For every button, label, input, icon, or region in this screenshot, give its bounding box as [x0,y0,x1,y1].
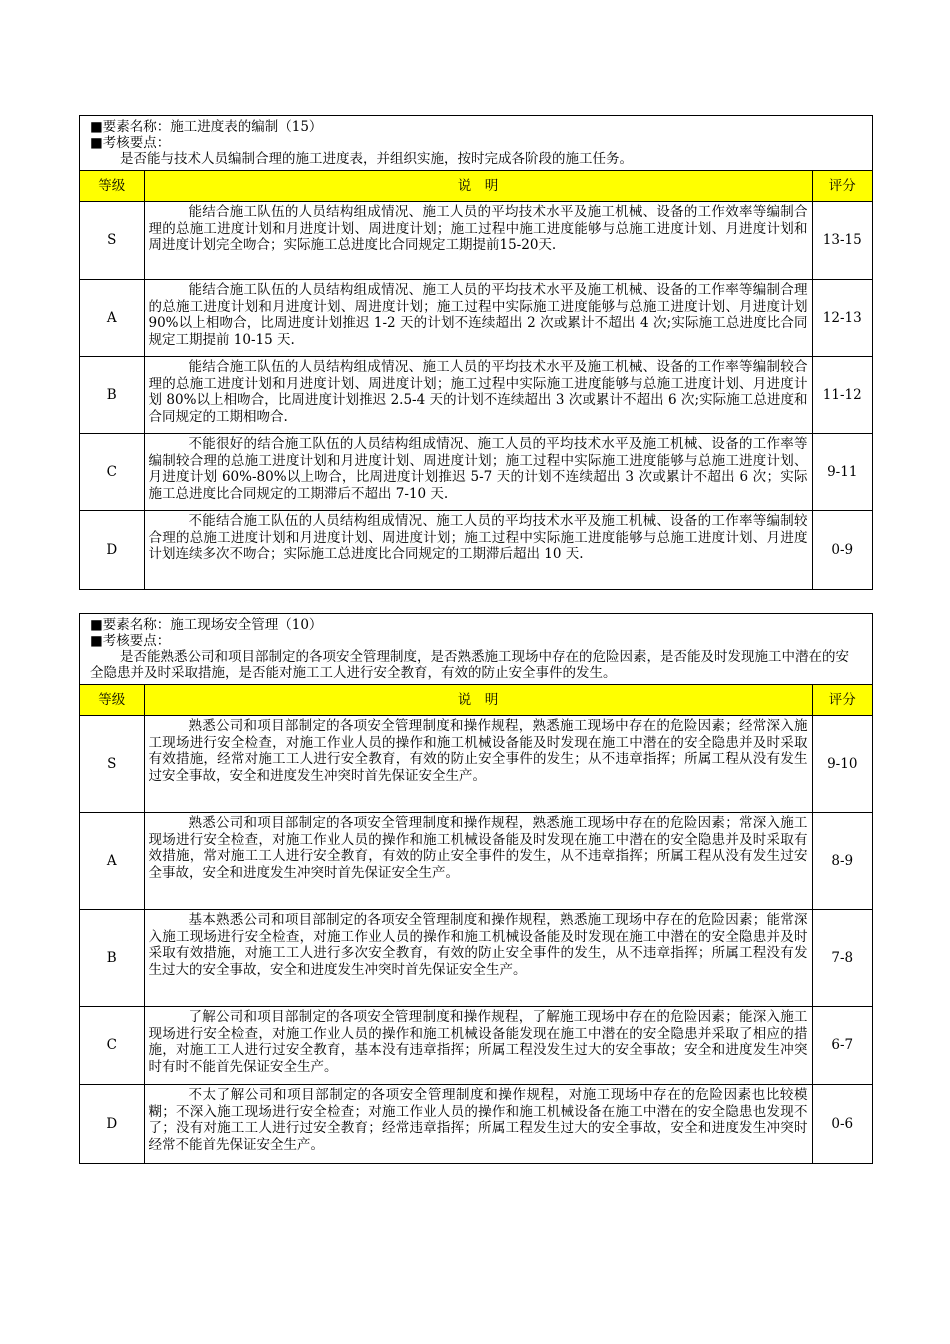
grade-cell: B [80,357,144,434]
desc-text: 不太了解公司和项目部制定的各项安全管理制度和操作规程，对施工现场中存在的危险因素也比较模糊；不深入施工现场进行安全检查；对施工作业人员的操作和施工机械设备在施工中潜在的安全隐患也发现不了；没有对施工工人进行过安全教育；经常违章指挥；所属工程发生过大的安全事故，安全和进度发生冲突时经常不能首先保证安全生产。 [148,1087,808,1153]
desc-cell [144,813,812,910]
desc-text: 了解公司和项目部制定的各项安全管理制度和操作规程，了解施工现场中存在的危险因素；能深入施工现场进行安全检查，对施工作业人员的操作和施工机械设备能发现在施工中潜在的安全隐患并采取了相应的措施，对施工工人进行过安全教育，基本没有违章指挥；所属工程没发生过大的安全事故；安全和进度发生冲突时有时不能首先保证安全生产。 [148,1009,808,1075]
table-row [80,1007,872,1085]
grade-cell: S [80,202,144,280]
table-row [80,511,872,589]
section-safety [79,613,873,1164]
score-cell: 13-15 [812,202,872,280]
grade-cell: S [80,716,144,813]
desc-cell [144,1085,812,1163]
score-cell: 0-6 [812,1085,872,1163]
desc-text: 能结合施工队伍的人员结构组成情况、施工人员的平均技术水平及施工机械、设备的工作率等编制合理的总施工进度计划和月进度计划、周进度计划；施工过程中实际施工进度能够与总施工进度计划、月进度计划 90%以上相吻合，比周进度计划推迟 1-2 天的计划不连续超出 2 次或累计不超出 4 次;实际施工总进度比合同规定工期提前 10-15 天. [148,282,808,348]
table-row [80,280,872,357]
table-row [80,813,872,910]
grade-cell: A [80,280,144,357]
table-row [80,1085,872,1163]
desc-text: 能结合施工队伍的人员结构组成情况、施工人员的平均技术水平及施工机械、设备的工作效率等编制合理的总施工进度计划和月进度计划、周进度计划；施工过程中施工进度能够与总施工进度计划、月进度计划和周进度计划完全吻合；实际施工总进度比合同规定工期提前15-20天. [148,204,808,253]
grade-cell: D [80,1085,144,1163]
score-cell: 7-8 [812,910,872,1007]
grade-cell: C [80,1007,144,1085]
points-label: ■考核要点： [90,135,171,151]
desc-text: 基本熟悉公司和项目部制定的各项安全管理制度和操作规程，熟悉施工现场中存在的危险因素；能常深入施工现场进行安全检查，对施工作业人员的操作和施工机械设备能及时发现在施工中潜在的安全隐患并及时采取有效措施，对施工工人进行多次安全教育，有效的防止安全事件的发生，从不违章指挥；所属工程没有发生过大的安全事故，安全和进度发生冲突时首先保证安全生产。 [148,912,808,978]
header-score: 评分 [812,685,872,716]
grade-cell: A [80,813,144,910]
header-desc: 说 明 [144,685,812,716]
desc-cell [144,1007,812,1085]
desc-cell [144,357,812,434]
points-text: 是否能熟悉公司和项目部制定的各项安全管理制度，是否熟悉施工现场中存在的危险因素，是否能及时发现施工中潜在的安全隐患并及时采取措施，是否能对施工工人进行安全教育，有效的防止安全事件的发生。 [90,649,849,681]
desc-cell [144,434,812,511]
score-cell: 9-11 [812,434,872,511]
desc-cell [144,280,812,357]
score-cell: 8-9 [812,813,872,910]
header-score: 评分 [812,171,872,202]
table-row [80,434,872,511]
score-cell: 12-13 [812,280,872,357]
score-cell: 0-9 [812,511,872,589]
table-row [80,716,872,813]
header-grade: 等级 [80,685,144,716]
desc-cell [144,202,812,280]
table-row [80,202,872,280]
points-label: ■考核要点： [90,633,171,649]
header-grade: 等级 [80,171,144,202]
desc-cell [144,910,812,1007]
section-schedule [79,115,873,590]
desc-text: 不能很好的结合施工队伍的人员结构组成情况、施工人员的平均技术水平及施工机械、设备的工作率等编制较合理的总施工进度计划和月进度计划、周进度计划；施工过程中实际施工进度能够与总施工进度计划、月进度计划 60%-80%以上吻合，比周进度计划推迟 5-7 天的计划不连续超出 3 次或累计不超出 6 次；实际施工总进度比合同规定的工期滞后不超出 7-10 天. [148,436,808,502]
grade-cell: B [80,910,144,1007]
element-name: ■要素名称：施工现场安全管理（10） [90,617,323,633]
section-header [80,116,872,170]
grade-cell: C [80,434,144,511]
score-cell: 9-10 [812,716,872,813]
desc-text: 熟悉公司和项目部制定的各项安全管理制度和操作规程，熟悉施工现场中存在的危险因素；经常深入施工现场进行安全检查，对施工作业人员的操作和施工机械设备能及时发现在施工中潜在的安全隐患并及时采取有效措施，经常对施工工人进行安全教育，有效的防止安全事件的发生；从不违章指挥；所属工程从没有发生过安全事故，安全和进度发生冲突时首先保证安全生产。 [148,718,808,784]
desc-text: 不能结合施工队伍的人员结构组成情况、施工人员的平均技术水平及施工机械、设备的工作率等编制较合理的总施工进度计划和月进度计划、周进度计划；施工过程中实际施工进度能够与总施工进度计划、月进度计划连续多次不吻合；实际施工总进度比合同规定的工期滞后超出 10 天. [148,513,808,562]
desc-cell [144,716,812,813]
header-desc: 说 明 [144,171,812,202]
desc-text: 能结合施工队伍的人员结构组成情况、施工人员的平均技术水平及施工机械、设备的工作率等编制较合理的总施工进度计划和月进度计划、周进度计划；施工过程中实际施工进度能够与总施工进度计划、月进度计划 80%以上相吻合，比周进度计划推迟 2.5-4 天的计划不连续超出 3 次或累计不超出 6 次;实际施工总进度和合同规定的工期相吻合. [148,359,808,425]
score-cell: 6-7 [812,1007,872,1085]
desc-cell [144,511,812,589]
grade-cell: D [80,511,144,589]
grade-table [80,170,872,589]
desc-text: 熟悉公司和项目部制定的各项安全管理制度和操作规程，熟悉施工现场中存在的危险因素；常深入施工现场进行安全检查，对施工作业人员的操作和施工机械设备能及时发现在施工中潜在的安全隐患并及时采取有效措施，常对施工工人进行安全教育，有效的防止安全事件的发生，从不违章指挥；所属工程从没有发生过安全事故，安全和进度发生冲突时首先保证安全生产。 [148,815,808,881]
table-row [80,910,872,1007]
element-name: ■要素名称：施工进度表的编制（15） [90,119,323,135]
score-cell: 11-12 [812,357,872,434]
table-row [80,357,872,434]
section-header [80,614,872,684]
grade-table [80,684,872,1163]
points-text: 是否能与技术人员编制合理的施工进度表，并组织实施，按时完成各阶段的施工任务。 [120,151,633,167]
